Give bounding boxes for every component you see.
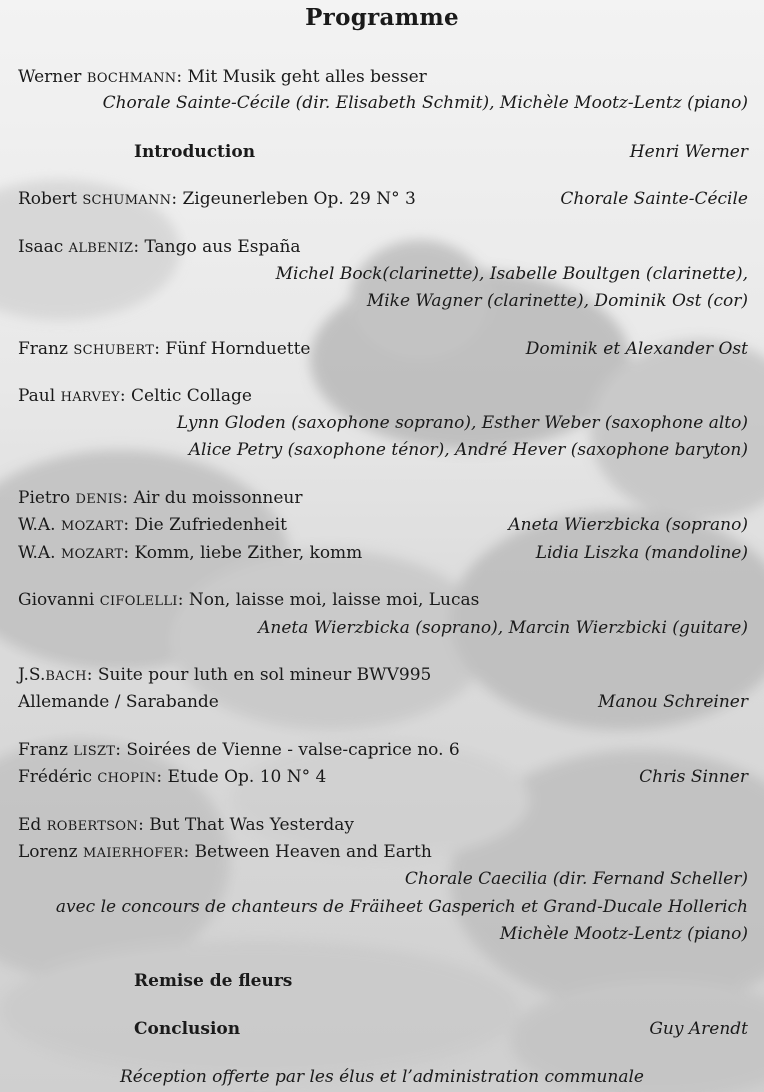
program-entry: W.A. MOZART: Komm, liebe Zither, komm xyxy=(18,543,363,563)
performer-line: Chorale Sainte-Cécile (dir. Elisabeth Schmit), Michèle Mootz-Lentz (piano) xyxy=(102,93,748,113)
performer-line: Aneta Wierzbicka (soprano) xyxy=(508,515,748,535)
program-entry: Isaac ALBENIZ: Tango aus España xyxy=(18,237,301,257)
footer-note: Réception offerte par les élus et l’administration communale xyxy=(120,1067,644,1087)
speaker-name: Henri Werner xyxy=(629,142,748,162)
program-entry: Robert SCHUMANN: Zigeunerleben Op. 29 N° 3 xyxy=(18,189,416,209)
composer-surname: MOZART xyxy=(61,519,124,534)
performer-line: Manou Schreiner xyxy=(598,692,748,712)
composer-surname: BOCHMANN xyxy=(86,71,177,86)
program-entry: Giovanni CIFOLELLI: Non, laisse moi, laisse moi, Lucas xyxy=(18,590,480,610)
performer-line: Chorale Sainte-Cécile xyxy=(560,189,748,209)
section-heading: Conclusion xyxy=(134,1019,241,1039)
program-entry: Paul HARVEY: Celtic Collage xyxy=(18,386,252,406)
composer-surname: MAIERHOFER xyxy=(83,846,184,861)
composer-surname: MOZART xyxy=(61,547,124,562)
performer-line: avec le concours de chanteurs de Fräiheet Gasperich et Grand-Ducale Hollerich xyxy=(55,897,748,917)
performer-line: Mike Wagner (clarinette), Dominik Ost (cor) xyxy=(366,291,748,311)
page-title: Programme xyxy=(305,4,459,31)
program-entry: Werner BOCHMANN: Mit Musik geht alles besser xyxy=(18,67,427,87)
program-entry: Lorenz MAIERHOFER: Between Heaven and Earth xyxy=(18,842,432,862)
program-entry: Allemande / Sarabande xyxy=(18,692,219,712)
performer-line: Aneta Wierzbicka (soprano), Marcin Wierzbicki (guitare) xyxy=(258,618,748,638)
composer-surname: SCHUBERT xyxy=(73,343,155,358)
composer-surname: CIFOLELLI xyxy=(99,594,178,609)
section-heading: Introduction xyxy=(134,142,256,162)
composer-surname: SCHUMANN xyxy=(82,193,172,208)
program-entry: Frédéric CHOPIN: Etude Op. 10 N° 4 xyxy=(18,767,327,787)
performer-line: Chris Sinner xyxy=(639,767,748,787)
performer-line: Michel Bock(clarinette), Isabelle Boultgen (clarinette), xyxy=(275,264,748,284)
composer-surname: BACH xyxy=(45,669,87,684)
speaker-name: Guy Arendt xyxy=(649,1019,748,1039)
section-heading: Remise de fleurs xyxy=(134,971,293,991)
composer-surname: CHOPIN xyxy=(97,771,157,786)
program-entry: Pietro DENIS: Air du moissonneur xyxy=(18,488,303,508)
program-entry: Ed ROBERTSON: But That Was Yesterday xyxy=(18,815,354,835)
performer-line: Dominik et Alexander Ost xyxy=(525,339,748,359)
composer-surname: ALBENIZ xyxy=(68,241,134,256)
performer-line: Lynn Gloden (saxophone soprano), Esther Weber (saxophone alto) xyxy=(176,413,748,433)
program-entry: J.S.BACH: Suite pour luth en sol mineur BWV995 xyxy=(18,665,432,685)
performer-line: Alice Petry (saxophone ténor), André Hever (saxophone baryton) xyxy=(188,440,748,460)
composer-surname: ROBERTSON xyxy=(46,819,139,834)
program-entry: Franz SCHUBERT: Fünf Hornduette xyxy=(18,339,311,359)
composer-surname: DENIS xyxy=(75,492,123,507)
composer-surname: HARVEY xyxy=(60,390,120,405)
performer-line: Chorale Caecilia (dir. Fernand Scheller) xyxy=(404,869,748,889)
program-entry: W.A. MOZART: Die Zufriedenheit xyxy=(18,515,287,535)
performer-line: Lidia Liszka (mandoline) xyxy=(535,543,748,563)
composer-surname: LISZT xyxy=(73,744,116,759)
performer-line: Michèle Mootz-Lentz (piano) xyxy=(499,924,748,944)
program-entry: Franz LISZT: Soirées de Vienne - valse-caprice no. 6 xyxy=(18,740,460,760)
